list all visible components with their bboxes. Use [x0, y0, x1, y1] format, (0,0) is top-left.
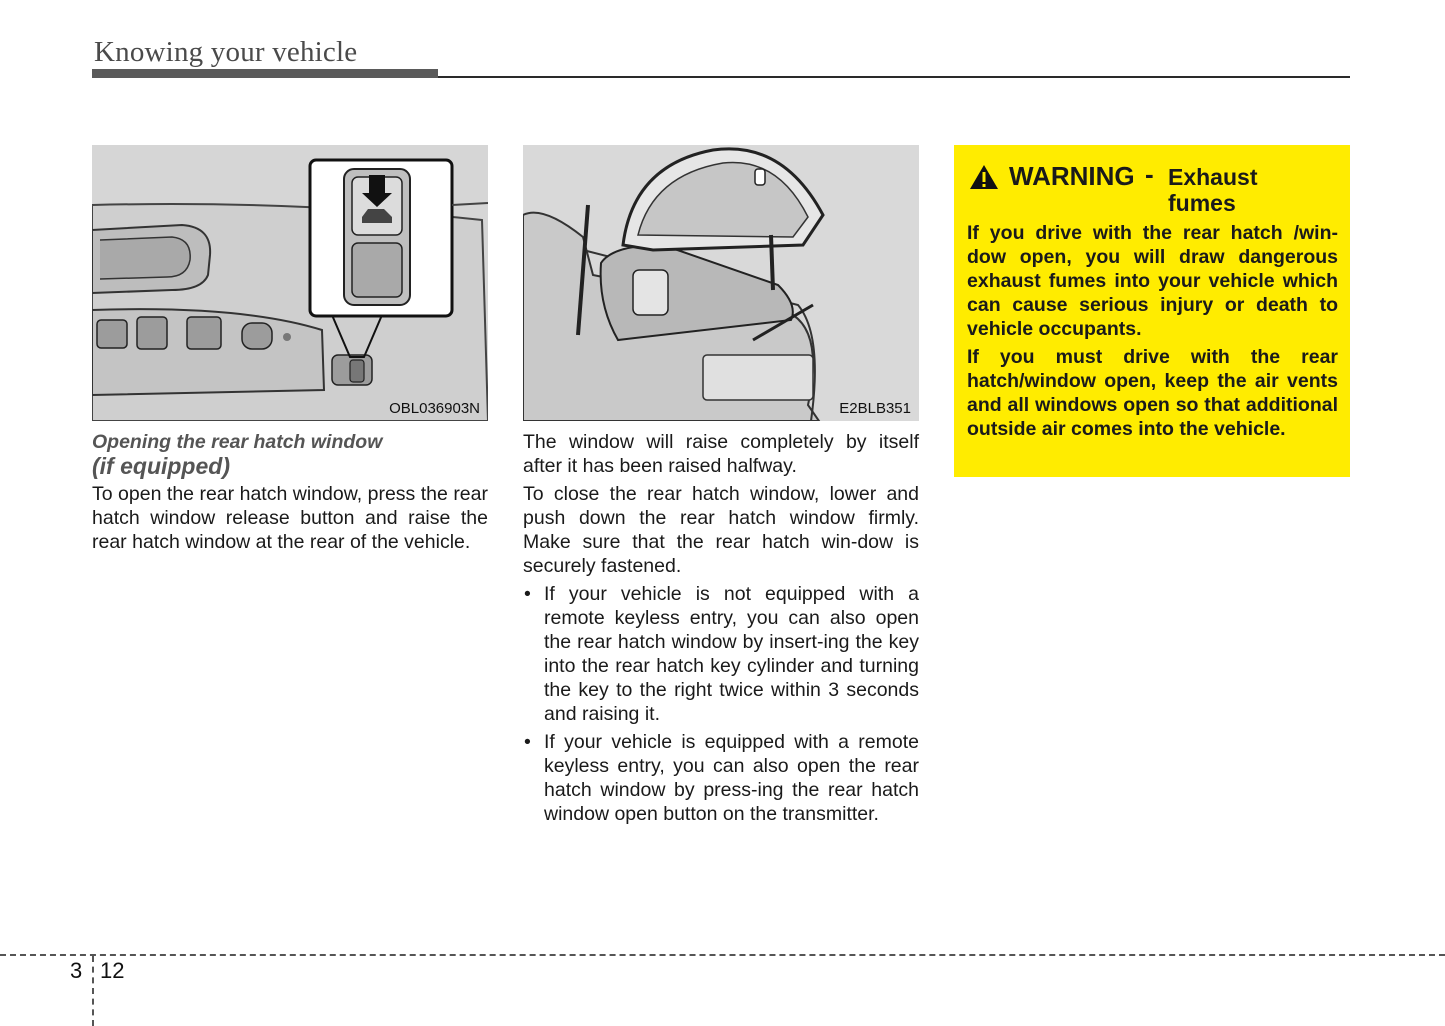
warning-paragraph-1: If you drive with the rear hatch /win-dow open, you will draw dangerous exhaust fumes into your vehicle which can cause serious injury or death to vehicle occupants.	[967, 222, 1338, 340]
list-item	[523, 582, 919, 726]
warning-label: WARNING	[1009, 161, 1135, 191]
door-panel-illustration	[92, 145, 488, 421]
footer-dashed-rule	[0, 954, 1445, 956]
section-paragraph: To open the rear hatch window, press the rear hatch window release button and raise the rear hatch window at the rear of the vehicle.	[92, 483, 488, 553]
figure-open-rear-hatch	[523, 145, 919, 421]
bullet-icon: •	[524, 731, 531, 753]
warning-triangle-icon	[969, 164, 999, 190]
figure-door-release-button	[92, 145, 488, 421]
header-rule-thick	[92, 69, 438, 78]
page-chapter-number: 3	[70, 958, 83, 983]
warning-topic-line-2: fumes	[1168, 190, 1236, 216]
bullet-icon: •	[524, 583, 531, 605]
header-rule-thin	[438, 76, 1350, 78]
warning-body	[967, 221, 1338, 441]
middle-paragraph-2: To close the rear hatch window, lower and push down the rear hatch window firmly. Make sure that the rear hatch win-dow is securely fastened.	[523, 483, 919, 577]
warning-topic-line-1: Exhaust	[1168, 164, 1258, 190]
page-header-title: Knowing your vehicle	[94, 36, 358, 68]
instruction-bullet-list	[523, 582, 919, 826]
warning-box	[954, 145, 1350, 477]
warning-header	[967, 159, 1338, 219]
list-item-text: If your vehicle is equipped with a remote keyless entry, you can also open the rear hatch window by press-ing the rear hatch window open button on the transmitter.	[544, 731, 919, 825]
footer-dashed-divider	[92, 956, 94, 1026]
list-item	[523, 730, 919, 826]
section-title: Opening the rear hatch window	[92, 431, 383, 453]
left-text-column	[92, 430, 488, 558]
middle-paragraph-1: The window will raise completely by itself after it has been raised halfway.	[523, 431, 919, 477]
figure-code-middle: E2BLB351	[839, 400, 911, 417]
warning-paragraph-2: If you must drive with the rear hatch/window open, keep the air vents and all windows open so that additional outside air comes into the vehicle.	[967, 346, 1338, 440]
page-number: 12	[100, 958, 125, 983]
section-subtitle: (if equipped)	[92, 453, 230, 479]
list-item-text: If your vehicle is not equipped with a remote keyless entry, you can also open the rear hatch window by insert-ing the key into the rear hatch key cylinder and turning the key to the right twice within 3 seconds and raising it.	[544, 583, 919, 725]
figure-code-left: OBL036903N	[389, 400, 480, 417]
warning-dash: -	[1145, 159, 1154, 189]
middle-text-column	[523, 430, 919, 830]
rear-hatch-illustration	[523, 145, 919, 421]
